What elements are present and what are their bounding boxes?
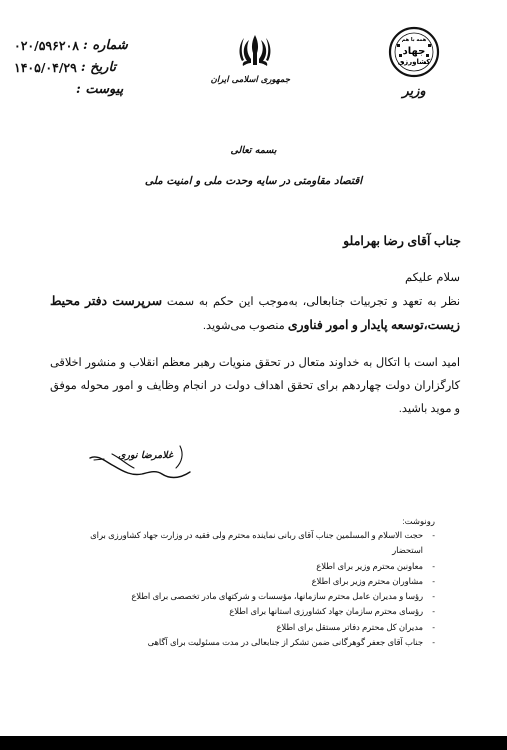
- cc-item: - رؤسا و مدیران عامل محترم سازمانها، مؤسسات و شرکتهای مادر تخصصی برای اطلاع: [90, 589, 435, 604]
- letter-date: ۱۴۰۵/۰۴/۲۹: [14, 59, 77, 75]
- bismillah: بسمه تعالی: [230, 145, 277, 156]
- iran-emblem-icon: [235, 32, 275, 70]
- appointment-paragraph: [50, 290, 460, 338]
- signer-name: غلامرضا نوری: [118, 450, 173, 461]
- number-row: [14, 34, 134, 56]
- signature-icon: [86, 440, 208, 490]
- greeting: سلام علیکم: [405, 272, 460, 284]
- cc-heading: رونوشت:: [402, 516, 435, 526]
- year-slogan: اقتصاد مقاومتی در سایه وحدت ملی و امنیت ملی: [144, 175, 363, 187]
- cc-item: - معاونین محترم وزیر برای اطلاع: [90, 559, 435, 574]
- ministry-logo-title: جهاد: [402, 46, 426, 57]
- ministry-logo-slogan: همه با هم: [401, 37, 427, 43]
- cc-item: - مدیران کل محترم دفاتر مستقل برای اطلاع: [90, 620, 435, 635]
- attachment-row: [14, 78, 134, 100]
- attachment-label: پیوست :: [76, 81, 124, 97]
- cc-item: - حجت الاسلام و المسلمین جناب آقای ربانی نماینده محترم ولی فقیه در وزارت جهاد کشاورزی برای استحضار: [90, 528, 435, 559]
- cc-item: - رؤسای محترم سازمان جهاد کشاورزی استانها برای اطلاع: [90, 604, 435, 619]
- date-label: تاریخ :: [80, 59, 117, 75]
- number-label: شماره :: [83, 37, 128, 53]
- recipient-line: جناب آقای رضا بهراملو: [343, 234, 461, 248]
- emblem-caption: جمهوری اسلامی ایران: [210, 75, 290, 85]
- appointment-intro: نظر به تعهد و تجربیات جنابعالی، به‌موجب این حکم به سمت: [161, 296, 461, 308]
- ministry-logo-subtitle: کشاورزی: [397, 58, 431, 66]
- cc-item: - مشاوران محترم وزیر برای اطلاع: [90, 574, 435, 589]
- date-row: [14, 56, 134, 78]
- appointment-outro: منصوب می‌شوید.: [202, 320, 288, 332]
- minister-caption: وزیر: [402, 84, 426, 99]
- iran-emblem-block: [210, 32, 290, 85]
- appointment-position: سرپرست دفتر محیط زیست،توسعه پایدار و امور فناوری: [50, 294, 460, 332]
- cc-list: [90, 528, 435, 650]
- letter-number: ۰۲۰/۵۹۶۲۰۸: [14, 37, 79, 53]
- bottom-black-band: [0, 736, 507, 750]
- ministry-logo-icon: [386, 26, 442, 78]
- letter-meta: [14, 34, 134, 100]
- ministry-logo-block: [384, 26, 444, 99]
- cc-item: - جناب آقای جعفر گوهرگانی ضمن تشکر از جنابعالی در مدت مسئولیت برای آگاهی: [90, 635, 435, 650]
- wishes-paragraph: امید است با اتکال به خداوند متعال در تحقق منویات رهبر معظم انقلاب و منشور اخلاقی کارگزاران دولت چهاردهم برای تحقق اهداف دولت در انجام وظایف و امور محوله موفق و موید باشید.: [50, 357, 460, 415]
